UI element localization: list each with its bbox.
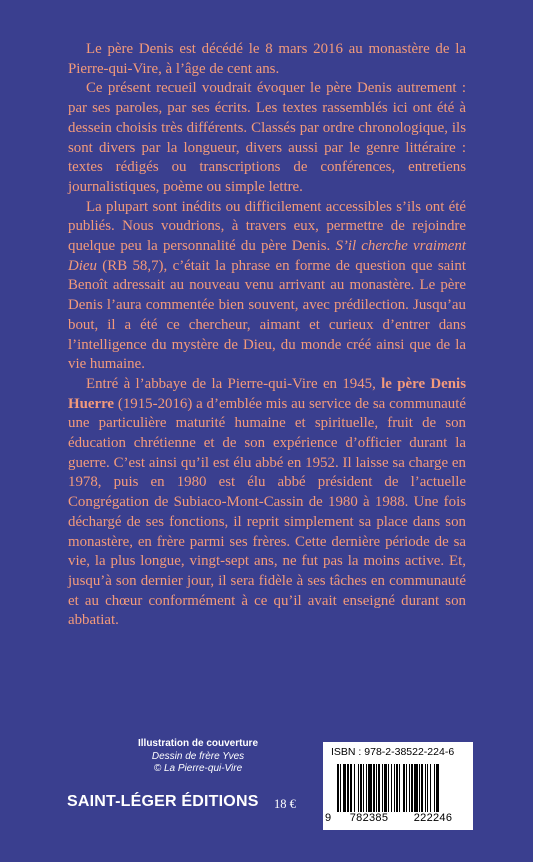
paragraph-3 <box>68 198 466 375</box>
paragraph-4-run-1: Entré à l’abbaye de la Pierre-qui-Vire en 1945, <box>86 375 382 392</box>
barcode-gap <box>439 764 440 812</box>
credits-copyright: © La Pierre-qui-Vire <box>153 763 243 774</box>
paragraph-4-run-3: (1915-2016) a d’emblée mis au service de sa communauté une particulière maturité humaine et spirituelle, fruit de son éducation chrétienne et de son expérience d’officier durant la guerre. C’est ainsi qu’il est élu abbé en 1952. Il laisse sa charge en 1978, puis en 1980 est élu abbé président de l’actuelle Congrégation de Subiaco-Mont-Cassin de 1980 à 1988. Une fois déchargé de ses fonctions, il reprit simplement sa place dans son monastère, en frère parmi ses frères. Cette dernière période de sa vie, la plus longue, vingt-sept ans, ne fut pas la moins active. Et, jusqu’à son dernier jour, il sera fidèle à ses tâches en communauté et au chœur conformément à ce qu’il avait enseigné durant son abbatiat. <box>68 395 466 629</box>
cover-credits <box>88 738 308 776</box>
paragraph-2-run-1: Ce présent recueil voudrait évoquer le père Denis autrement : par ses paroles, par ses écrits. Les textes rassemblés ici ont été à dessein choisis très différents. Classés par ordre chronologique, ils sont divers par la longueur, divers aussi par le genre littéraire : textes rédigés ou transcriptions de conférences, entretiens journalistiques, poème ou simple lettre. <box>68 80 466 195</box>
price-label: 18 € <box>274 797 296 811</box>
credits-drawing: Dessin de frère Yves <box>151 750 245 762</box>
paragraph-3-run-3: (RB 58,7), c’était la phrase en forme de question que saint Benoît adressait au nouveau venu arrivant au monastère. Le père Denis l’aura commentée bien souvent, avec prédilection. Jusqu’au bout, il a été ce chercheur, aimant et curieux d’entrer dans l’intelligence du mystère de Dieu, du monde créé ainsi que de la vie humaine. <box>68 257 466 373</box>
paragraph-3-run-2: S’il cherche vraiment Dieu <box>68 238 466 274</box>
paragraph-1 <box>68 40 466 79</box>
paragraph-4 <box>68 375 466 631</box>
paragraph-2 <box>68 79 466 197</box>
paragraph-4-run-2: le père Denis Huerre <box>68 375 466 412</box>
paragraph-3-run-1: La plupart sont inédits ou difficilement accessibles s’ils ont été publiés. Nous voudrions, à travers eux, permettre de rejoindre quelque peu la personnalité du père Denis. <box>68 198 466 255</box>
publisher-name: SAINT-LÉGER ÉDITIONS <box>67 793 259 810</box>
barcode-digits <box>325 812 471 824</box>
back-cover-text <box>68 40 466 631</box>
credits-heading: Illustration de couverture <box>137 738 259 749</box>
barcode-digits-right: 222246 <box>413 812 453 824</box>
isbn-label: ISBN : 978-2-38522-224-6 <box>331 746 455 758</box>
paragraphs <box>68 40 466 631</box>
paragraph-1-run-1: Le père Denis est décédé le 8 mars 2016 au monastère de la Pierre-qui-Vire, à l’âge de cent ans. <box>68 41 466 77</box>
isbn-barcode-block <box>323 742 473 830</box>
barcode-digits-left: 782385 <box>349 812 389 824</box>
barcode-digit-first: 9 <box>325 812 332 824</box>
barcode <box>337 764 463 812</box>
